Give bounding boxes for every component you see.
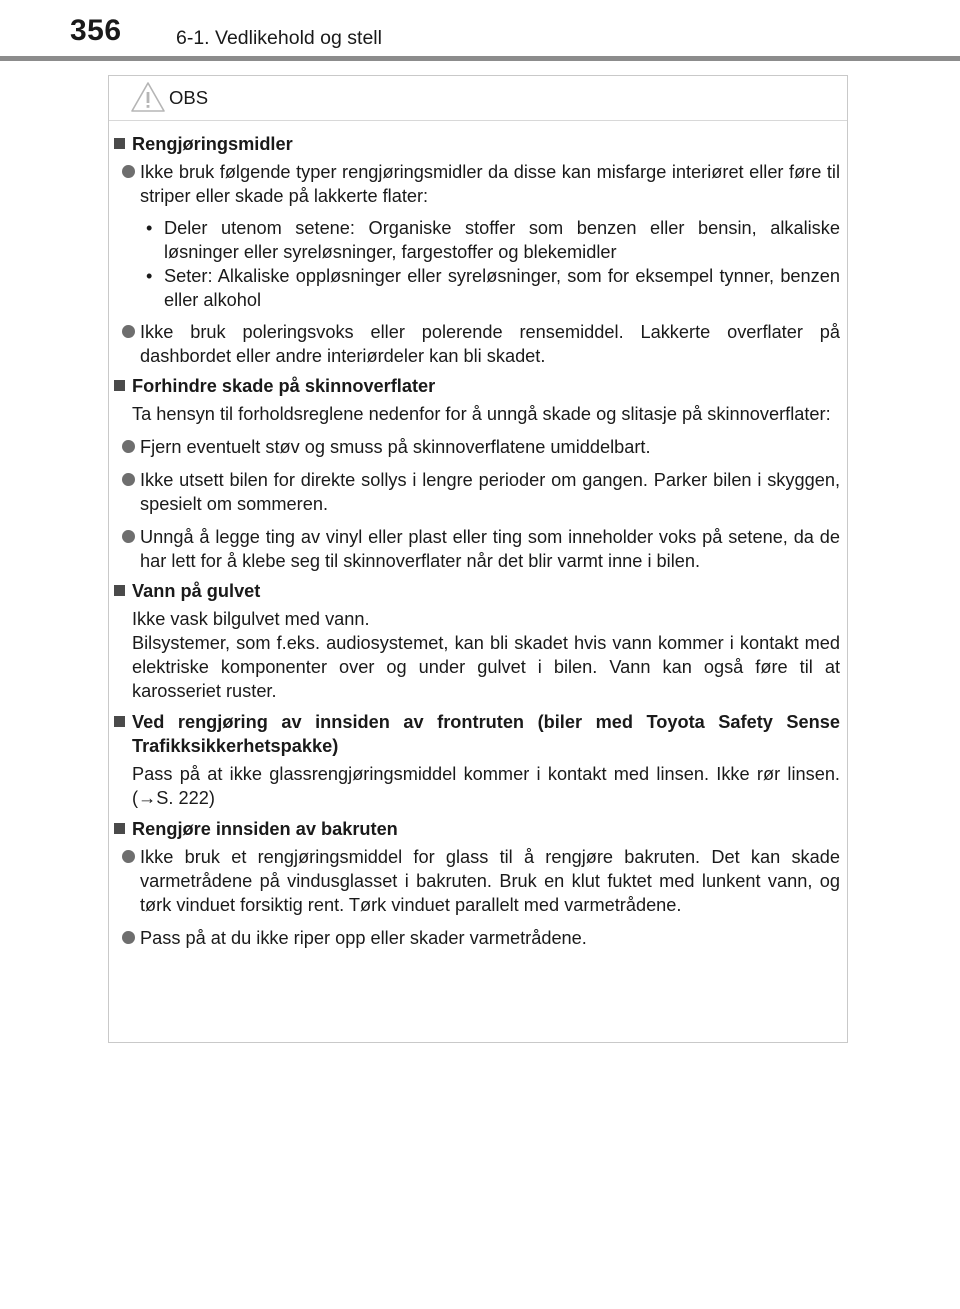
page-number: 356	[70, 14, 122, 47]
list-item: Ikke utsett bilen for direkte sollys i lengre perioder om gangen. Parker bilen i skyggen, spesielt om sommeren.	[112, 468, 840, 516]
notice-content	[112, 132, 840, 956]
warning-triangle-icon	[129, 80, 167, 114]
section-rear-window	[112, 817, 840, 950]
round-bullet-icon	[122, 165, 135, 178]
section-heading: Ved rengjøring av innsiden av frontruten (biler med Toyota Safety Sense Trafikksikkerhetspakke)	[112, 710, 840, 758]
section-cleaning-agents	[112, 132, 840, 368]
section-water-on-floor	[112, 579, 840, 703]
section-windshield-inside	[112, 710, 840, 810]
square-bullet-icon	[114, 716, 125, 727]
round-bullet-icon	[122, 440, 135, 453]
notice-header	[109, 76, 847, 121]
list-item: Ikke bruk et rengjøringsmiddel for glass til å rengjøre bakruten. Det kan skade varmetrådene på vindusglasset i bakruten. Bruk en klut fuktet med lunkent vann, og tørk vinduet forsiktig rent. Tørk vinduet parallelt med varmetrådene.	[112, 845, 840, 917]
square-bullet-icon	[114, 380, 125, 391]
section-leather-protection	[112, 374, 840, 573]
list-item: Ikke bruk poleringsvoks eller polerende rensemiddel. Lakkerte overflater på dashbordet eller andre interiørdeler kan bli skadet.	[112, 320, 840, 368]
paragraph: Bilsystemer, som f.eks. audiosystemet, kan bli skadet hvis vann kommer i kontakt med elektriske komponenter over og under gulvet i bilen. Vann kan også føre til at karosseriet ruster.	[132, 633, 840, 701]
round-bullet-icon	[122, 530, 135, 543]
list-item: Pass på at du ikke riper opp eller skader varmetrådene.	[112, 926, 840, 950]
notice-title: OBS	[169, 87, 209, 108]
square-bullet-icon	[114, 585, 125, 596]
header-divider	[0, 56, 960, 61]
round-bullet-icon	[122, 325, 135, 338]
small-bullet-icon: •	[146, 266, 153, 286]
section-heading: Rengjøringsmidler	[112, 132, 840, 156]
square-bullet-icon	[114, 138, 125, 149]
list-item: Ikke bruk følgende typer rengjøringsmidler da disse kan misfarge interiøret eller føre til striper eller skade på lakkerte flater:	[112, 160, 840, 208]
round-bullet-icon	[122, 931, 135, 944]
sub-list-item: • Deler utenom setene: Organiske stoffer som benzen eller bensin, alkaliske løsninger eller syreløsninger, fargestoffer og blekemidler	[146, 218, 840, 262]
small-bullet-icon: •	[146, 218, 153, 238]
paragraph: Ta hensyn til forholdsreglene nedenfor for å unngå skade og slitasje på skinnoverflater:	[132, 404, 831, 424]
sub-list-item: • Seter: Alkaliske oppløsninger eller syreløsninger, som for eksempel tynner, benzen eller alkohol	[146, 266, 840, 310]
paragraph: Ikke vask bilgulvet med vann.	[132, 609, 370, 629]
section-title: 6-1. Vedlikehold og stell	[176, 27, 382, 49]
section-heading: Forhindre skade på skinnoverflater	[112, 374, 840, 398]
round-bullet-icon	[122, 473, 135, 486]
round-bullet-icon	[122, 850, 135, 863]
paragraph: Pass på at ikke glassrengjøringsmiddel kommer i kontakt med linsen. Ikke rør linsen. (→S. 222)	[132, 764, 840, 808]
list-item: Fjern eventuelt støv og smuss på skinnoverflatene umiddelbart.	[112, 435, 840, 459]
section-heading: Rengjøre innsiden av bakruten	[112, 817, 840, 841]
list-item: Unngå å legge ting av vinyl eller plast eller ting som inneholder voks på setene, da de har lett for å klebe seg til skinnoverflater når det blir varmt inne i bilen.	[112, 525, 840, 573]
square-bullet-icon	[114, 823, 125, 834]
page-header	[0, 0, 960, 62]
section-heading: Vann på gulvet	[112, 579, 840, 603]
